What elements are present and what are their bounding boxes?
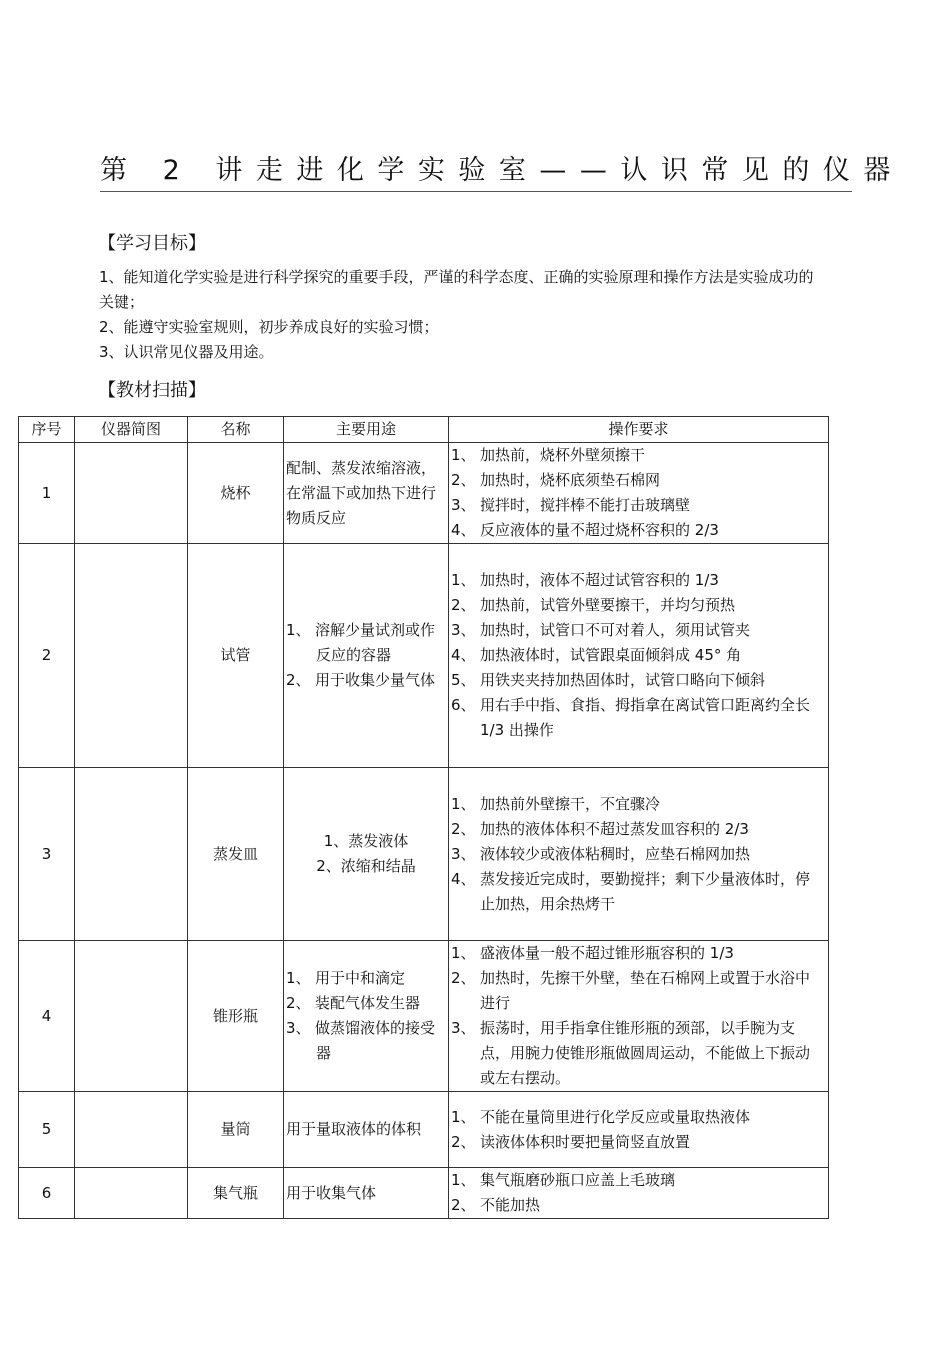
- usage-cell: [284, 544, 449, 768]
- header-usage: 主要用途: [284, 417, 449, 443]
- table-row: [19, 443, 829, 544]
- requirements-cell: [449, 941, 829, 1092]
- requirements-cell: [449, 1168, 829, 1219]
- requirement-item: 3、 加热时，试管口不可对着人，须用试管夹: [451, 621, 751, 639]
- usage-cell: [284, 768, 449, 941]
- diagram-cell: [75, 768, 188, 941]
- row-number: 2: [19, 544, 75, 768]
- instrument-name: 蒸发皿: [188, 768, 284, 941]
- requirement-item: 1、 不能在量筒里进行化学反应或量取热液体: [451, 1107, 751, 1126]
- section-heading-goals: 【学习目标】: [98, 233, 206, 254]
- requirement-item: 3、 振荡时，用手指拿住锥形瓶的颈部，以手腕为支点，用腕力使锥形瓶做圆周运动，不能做上下振动或左右摆动。: [451, 1019, 811, 1087]
- usage-item: 1、蒸发液体: [323, 832, 409, 850]
- row-number: 3: [19, 768, 75, 941]
- requirement-item: 1、 加热前外壁擦干，不宜骤冷: [451, 794, 661, 813]
- diagram-cell: [75, 1092, 188, 1168]
- requirement-item: 2、 加热时，烧杯底须垫石棉网: [451, 471, 661, 489]
- table-header-row: [19, 417, 829, 443]
- usage-cell: 用于量取液体的体积: [284, 1092, 449, 1168]
- requirements-cell: [449, 443, 829, 544]
- requirement-item: 2、 加热时，先擦干外壁，垫在石棉网上或置于水浴中进行: [451, 969, 811, 1012]
- table-row: [19, 1092, 829, 1168]
- table-row: [19, 544, 829, 768]
- table-row: [19, 941, 829, 1092]
- header-number: 序号: [19, 417, 75, 443]
- usage-item: 2、 用于收集少量气体: [286, 671, 436, 689]
- requirement-item: 4、 反应液体的量不超过烧杯容积的 2/3: [451, 521, 719, 539]
- requirement-item: 2、 加热前，试管外壁要擦干，并均匀预热: [451, 596, 736, 614]
- diagram-cell: [75, 1168, 188, 1219]
- requirements-cell: [449, 544, 829, 768]
- table-row: [19, 1168, 829, 1219]
- title-underline: [100, 191, 852, 192]
- diagram-cell: [75, 443, 188, 544]
- requirements-cell: [449, 1092, 829, 1168]
- table-row: [19, 768, 829, 941]
- requirement-item: 1、 加热前，烧杯外壁须擦干: [451, 446, 646, 464]
- usage-item: 2、浓缩和结晶: [316, 857, 416, 875]
- requirement-item: 1、 集气瓶磨砂瓶口应盖上毛玻璃: [451, 1171, 676, 1189]
- instrument-name: 集气瓶: [188, 1168, 284, 1219]
- diagram-cell: [75, 544, 188, 768]
- header-name: 名称: [188, 417, 284, 443]
- requirement-item: 4、 加热液体时，试管跟桌面倾斜成 45° 角: [451, 646, 742, 664]
- instrument-name: 试管: [188, 544, 284, 768]
- requirement-item: 1、 盛液体量一般不超过锥形瓶容积的 1/3: [451, 944, 734, 962]
- learning-goals: [99, 265, 819, 365]
- diagram-cell: [75, 941, 188, 1092]
- requirements-cell: [449, 768, 829, 941]
- row-number: 4: [19, 941, 75, 1092]
- row-number: 6: [19, 1168, 75, 1219]
- goal-item: 1、能知道化学实验是进行科学探究的重要手段，严谨的科学态度、正确的实验原理和操作方法是实验成功的关键；: [99, 268, 814, 311]
- instrument-table: [18, 416, 829, 1219]
- requirement-item: 2、 加热的液体体积不超过蒸发皿容积的 2/3: [451, 819, 749, 838]
- usage-cell: 配制、蒸发浓缩溶液，在常温下或加热下进行物质反应: [284, 443, 449, 544]
- usage-cell: 用于收集气体: [284, 1168, 449, 1219]
- usage-item: 1、 用于中和滴定: [286, 969, 406, 987]
- usage-item: 1、 溶解少量试剂或作反应的容器: [286, 621, 436, 664]
- requirement-item: 3、 液体较少或液体粘稠时，应垫石棉网加热: [451, 844, 751, 863]
- page-title: 第 2 讲走进化学实验室——认识常见的仪器: [100, 155, 904, 186]
- requirement-item: 5、 用铁夹夹持加热固体时，试管口略向下倾斜: [451, 671, 766, 689]
- requirement-item: 6、 用右手中指、食指、拇指拿在离试管口距离约全长 1/3 出操作: [451, 696, 811, 739]
- requirement-item: 2、 读液体体积时要把量筒竖直放置: [451, 1132, 691, 1151]
- instrument-name: 烧杯: [188, 443, 284, 544]
- header-diagram: 仪器简图: [75, 417, 188, 443]
- section-heading-materials: 【教材扫描】: [98, 380, 206, 401]
- usage-cell: [284, 941, 449, 1092]
- requirement-item: 2、 不能加热: [451, 1196, 541, 1214]
- goal-item: 2、能遵守实验室规则，初步养成良好的实验习惯；: [99, 318, 439, 336]
- requirement-item: 4、 蒸发接近完成时，要勤搅拌；剩下少量液体时，停止加热，用余热烤干: [451, 869, 811, 913]
- instrument-name: 量筒: [188, 1092, 284, 1168]
- usage-item: 3、 做蒸馏液体的接受器: [286, 1019, 436, 1062]
- row-number: 1: [19, 443, 75, 544]
- requirement-item: 1、 加热时，液体不超过试管容积的 1/3: [451, 571, 719, 589]
- header-requirements: 操作要求: [449, 417, 829, 443]
- requirement-item: 3、 搅拌时，搅拌棒不能打击玻璃壁: [451, 496, 691, 514]
- goal-item: 3、认识常见仪器及用途。: [99, 343, 274, 361]
- row-number: 5: [19, 1092, 75, 1168]
- usage-item: 2、 装配气体发生器: [286, 994, 421, 1012]
- instrument-name: 锥形瓶: [188, 941, 284, 1092]
